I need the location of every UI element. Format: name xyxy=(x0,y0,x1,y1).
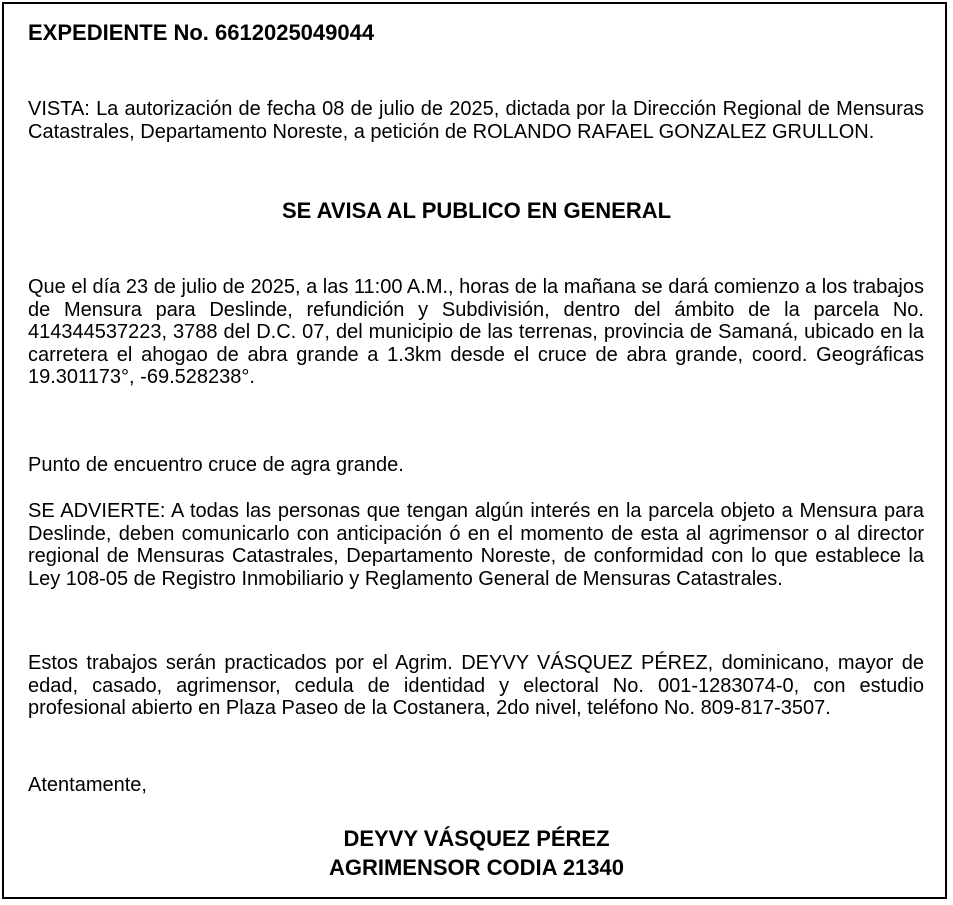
advierte-paragraph xyxy=(28,500,924,590)
signature-name: DEYVY VÁSQUEZ PÉREZ xyxy=(343,826,610,851)
agrimensor-paragraph xyxy=(28,652,924,720)
expediente-heading: EXPEDIENTE No. 6612025049044 xyxy=(28,20,375,45)
vista-paragraph xyxy=(28,98,924,143)
signature-title: AGRIMENSOR CODIA 21340 xyxy=(328,855,625,880)
closing-text: Atentamente, xyxy=(28,774,147,796)
encuentro-paragraph xyxy=(28,454,924,477)
agrimensor-text: Estos trabajos serán practicados por el Agrim. DEYVY VÁSQUEZ PÉREZ, dominicano, mayor de edad, casado, agrimensor, cedula de identidad y electoral No. 001-1283074-0, con estudio profesional abierto en Plaza Paseo de la Costanera, 2do nivel, teléfono No. 809-817-3507. xyxy=(28,652,924,719)
encuentro-text: Punto de encuentro cruce de agra grande. xyxy=(28,454,404,476)
signature-block xyxy=(4,824,949,882)
trabajos-text: Que el día 23 de julio de 2025, a las 11:00 A.M., horas de la mañana se dará comienzo a los trabajos de Mensura para Deslinde, refundición y Subdivisión, dentro del ámbito de la parcela No. 414344537223, 3788 del D.C. 07, del municipio de las terrenas, provincia de Samaná, ubicado en la carretera el ahogao de abra grande a 1.3km desde el cruce de abra grande, coord. Geográficas 19.301173°, -69.528238°. xyxy=(28,276,924,388)
trabajos-paragraph xyxy=(28,276,924,389)
vista-text: VISTA: La autorización de fecha 08 de julio de 2025, dictada por la Dirección Regional de Mensuras Catastrales, Departamento Noreste, a petición de ROLANDO RAFAEL GONZALEZ GRULLON. xyxy=(28,98,924,143)
legal-notice xyxy=(2,2,947,899)
aviso-title: SE AVISA AL PUBLICO EN GENERAL xyxy=(281,198,672,223)
closing-paragraph xyxy=(28,774,924,797)
advierte-text: SE ADVIERTE: A todas las personas que tengan algún interés en la parcela objeto a Mensura para Deslinde, deben comunicarlo con anticipación ó en el momento de esta al agrimensor o al director regional de Mensuras Catastrales, Departamento Noreste, de conformidad con lo que establece la Ley 108-05 de Registro Inmobiliario y Reglamento General de Mensuras Catastrales. xyxy=(28,500,924,590)
